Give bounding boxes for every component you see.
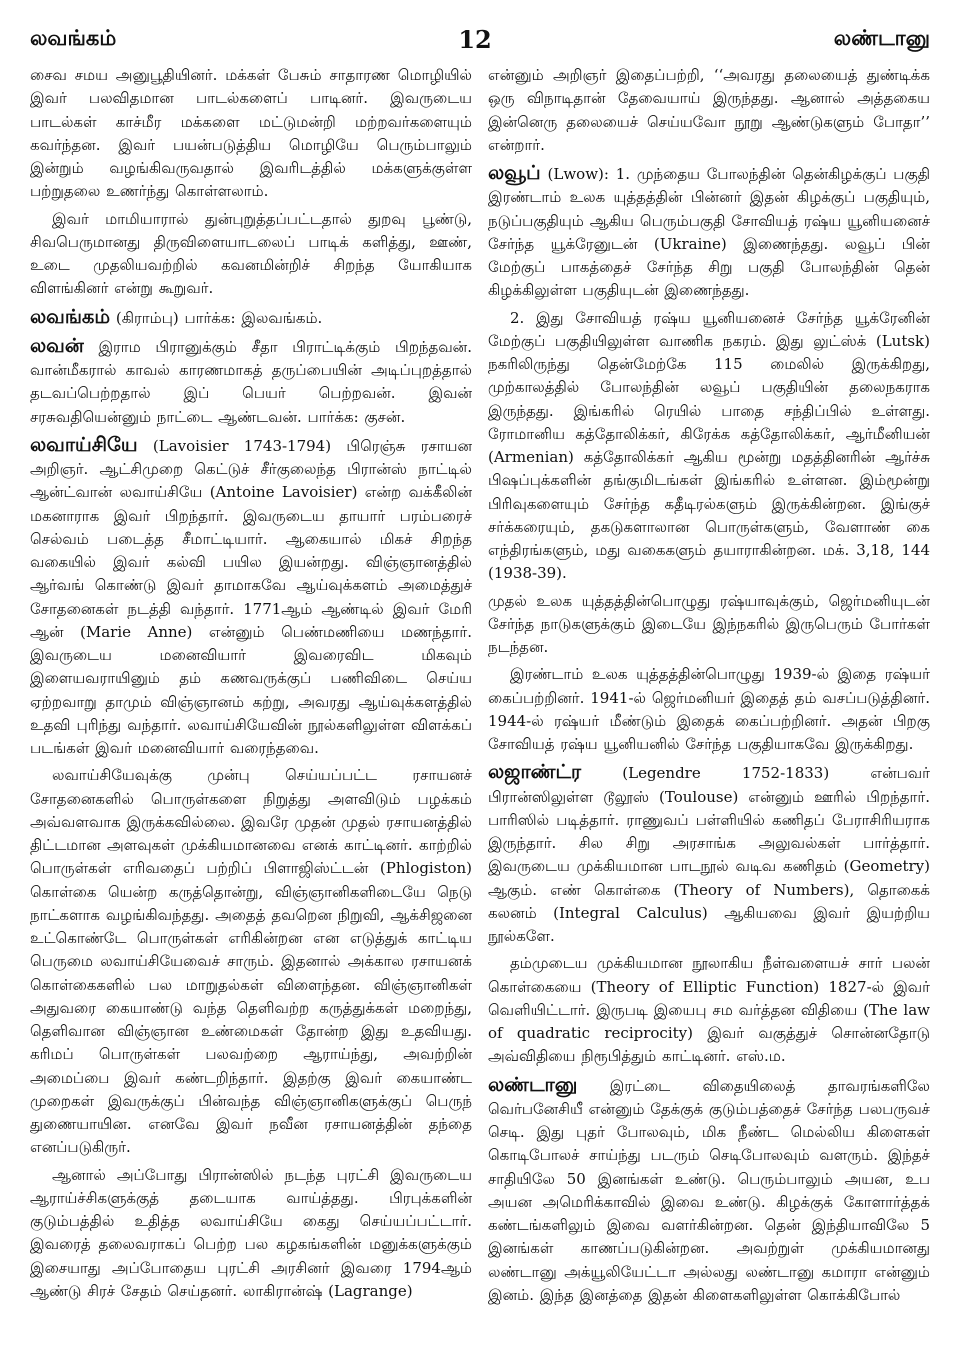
paragraph: தம்முடைய முக்கியமான நூலாகிய நீள்வளையச் சார் பலன் கொள்கையை (Theory of Elliptic Function) 1827-ல் இவர் வெளியிட்டார். இருபடி இயைபு சம வர்த்தன விதியை (The law of quadratic reciprocity) இவர் வகுத்துச் சொன்னதோடு அவ்விதியை நிரூபித்தும் காட்டினர். எஸ்.ம. xyxy=(488,954,930,1066)
entry-headword: லவன் xyxy=(30,333,84,357)
entry-text: இராம பிரானுக்கும் சீதா பிராட்டிக்கும் பிறந்தவன். வான்மீகரால் காவல் காரணமாகத் தருப்பையின் அடிப்புறத்தால் தடவப்பெற்றதால் இப் பெயர் பெற்றவன். இவன் சரசுவதியென்னும் நாட்டை ஆண்டவன். பார்க்க: குசன். xyxy=(30,337,472,426)
right-running-headword: லண்டானு xyxy=(833,25,930,50)
paragraph: ஆனால் அப்போது பிரான்ஸில் நடந்த புரட்சி இவருடைய ஆராய்ச்சிகளுக்குத் தடையாக வாய்த்தது. பிரபுக்களின் குடும்பத்தில் உதித்த லவாய்சியே கைது செய்யப்பட்டார். இவரைத் தலைவராகப் பெற்ற பல கழகங்களின் மனுக்களுக்கும் இசையாது அப்போதைய புரட்சி அரசினர் இவரை 1794ஆம் ஆண்டு சிரச் சேதம் செய்தனர். லாகிரான்ஷ் (Lagrange) xyxy=(30,1165,472,1300)
dictionary-entry xyxy=(30,305,472,330)
entry-text: (கிராம்பு) பார்க்க: இலவங்கம். xyxy=(115,308,323,327)
entry-text: (Lavoisier 1743-1794) பிரெஞ்சு ரசாயன அறிஞர். ஆட்சிமுறை கெட்டுச் சீர்குலைந்த பிரான்ஸ் நாட்டில் ஆன்ட்வான் லவாய்சியே (Antoine Lavoisier) என்ற வக்கீலின் மகனாராக இவர் பிறந்தார். இவருடைய தாயார் பரம்பரைச் செல்வம் படைத்த சீமாட்டியார். ஆகையால் மிகச் சிறந்த வகையில் இவர் கல்வி பயில இயன்றது. விஞ்ஞானத்தில் ஆர்வங் கொண்டு இவர் தாமாகவே ஆய்வுக்களம் அமைத்துச் சோதனைகள் நடத்தி வந்தார். 1771ஆம் ஆண்டில் இவர் மேரி ஆன் (Marie Anne) என்னும் பெண்மணியை மணந்தார். இவருடைய மனைவியார் இவரைவிட மிகவும் இளையவராயினும் தம் கணவருக்குப் பணிவிடை செய்ய ஏற்றவாறு தாமும் விஞ்ஞானம் கற்று, அவரது ஆய்வுக்களத்தில் உதவி புரிந்து வந்தார். லவாய்சியேவின் நூல்களிலுள்ள விளக்கப் படங்கள் இவர் மனைவியார் வரைந்தவை. xyxy=(30,436,472,757)
entry-headword: லவூப் xyxy=(488,161,541,184)
continued-paragraph: சைவ சமய அனுபூதியினர். மக்கள் பேசும் சாதாரண மொழியில் இவர் பலவிதமான பாடல்களைப் பாடினர். இவருடைய பாடல்கள் காச்மீர மக்களை மட்டுமன்றி மற்றவர்களையும் கவர்ந்தன. இவர் பயன்படுத்திய மொழியே பெரும்பாலும் இன்றும் வழங்கிவருவதால் இவரிடத்தில் மக்களுக்குள்ள பற்றுதலை உணர்ந்து கொள்ளலாம். xyxy=(30,66,472,201)
dictionary-entry xyxy=(488,760,930,948)
paragraph: லவாய்சியேவுக்கு முன்பு செய்யப்பட்ட ரசாயனச் சோதனைகளில் பொருள்களை நிறுத்து அளவிடும் பழக்கம் அவ்வளவாக இருக்கவில்லை. இவரே முதன் முதல் ரசாயனத்தில் திட்டமான அளவுகள் முக்கியமானவை எனக் காட்டினர். காற்றில் பொருள்கள் எரிவதைப் பற்றிப் பிளாஜிஸ்ட்டன் (Phlogiston) கொள்கை யென்ற கருத்தொன்று, விஞ்ஞானிகளிடையே நெடு நாட்களாக வழங்கிவந்தது. அதைத் தவறென நிறுவி, ஆக்சிஜனை உட்கொண்டே பொருள்கள் எரிகின்றன என எடுத்துக் காட்டிய பெருமை லவாய்சியேவைச் சாரும். இதனால் அக்கால ரசாயனக் கொள்கைகளில் பல மாறுதல்கள் விளைந்தன. விஞ்ஞானிகள் அதுவரை கையாண்டு வந்த தெளிவற்ற கருத்துக்கள் மறைந்து, தெளிவான விஞ்ஞான உண்மைகள் தோன்ற இது உதவியது. கரிமப் பொருள்கள் பலவற்றை ஆராய்ந்து, அவற்றின் அமைப்பை இவர் கண்டறிந்தார். இதற்கு இவர் கையாண்ட முறைகள் இவருக்குப் பின்வந்த விஞ்ஞானிகளுக்குப் பெருந் துணையாயின. எனவே இவர் நவீன ரசாயனத்தின் தந்தை எனப்படுகிருர். xyxy=(30,766,472,1157)
dictionary-entry xyxy=(30,334,472,429)
paragraph: இரண்டாம் உலக யுத்தத்தின்பொழுது 1939-ல் இதை ரஷ்யர் கைப்பற்றினர். 1941-ல் ஜெர்மனியர் இதைத் தம் வசப்படுத்தினர். 1944-ல் ரஷ்யர் மீண்டும் இதைக் கைப்பற்றினர். அதன் பிறகு சோவியத் ரஷ்ய யூனியனில் சேர்ந்த பகுதியாகவே இருக்கிறது. xyxy=(488,665,930,753)
continued-paragraph: என்னும் அறிஞர் இதைப்பற்றி, ‘‘அவரது தலையைத் துண்டிக்க ஒரு விநாடிதான் தேவையாய் இருந்தது. ஆனால் அத்தகைய இன்னெரு தலையைச் செய்யவோ நூறு ஆண்டுகளும் போதா’’ என்றார். xyxy=(488,66,930,154)
entry-headword: லவாய்சியே xyxy=(30,432,138,456)
page-number: 12 xyxy=(458,24,492,54)
entry-headword: லஜாண்ட்ர xyxy=(488,760,582,784)
text-columns xyxy=(30,64,930,1311)
paragraph: முதல் உலக யுத்தத்தின்பொழுது ரஷ்யாவுக்கும், ஜெர்மனியுடன் சேர்ந்த நாடுகளுக்கும் இடையே இந்நகரில் இருபெரும் போர்கள் நடந்தன. xyxy=(488,591,930,656)
page-header xyxy=(30,22,930,56)
right-column xyxy=(488,64,930,1311)
dictionary-entry xyxy=(488,1073,930,1308)
dictionary-entry xyxy=(488,161,930,303)
entry-text: இரட்டை விதையிலைத் தாவரங்களிலே வெர்பனேசியீ என்னும் தேக்குக் குடும்பத்தைச் சேர்ந்த பலபருவச் செடி. இது புதர் போலவும், மிக நீண்ட மெல்லிய கிளைகள் கொடிபோலச் சாய்ந்து படரும் செடிபோலவும் வளரும். இந்தச் சாதியிலே 50 இனங்கள் உண்டு. பெரும்பாலும் அயன, உப அயன அமெரிக்காவில் இவை உண்டு. கிழக்குக் கோளார்த்தக் கண்டங்களிலும் இவை வளர்கின்றன. தென் இந்தியாவிலே 5 இனங்கள் காணப்படுகின்றன. அவற்றுள் முக்கியமானது லண்டானு அக்யூலியேட்டா அல்லது லண்டானு கமாரா என்னும் இனம். இந்த இனத்தை இதன் கிளைகளிலுள்ள கொக்கிபோல் xyxy=(488,1076,930,1304)
dictionary-entry xyxy=(30,433,472,761)
paragraph: 2. இது சோவியத் ரஷ்ய யூனியனைச் சேர்ந்த யூக்ரேனின் மேற்குப் பகுதியிலுள்ள வாணிக நகரம். இது லுட்ஸ்க் (Lutsk) நகரிலிருந்து தென்மேற்கே 115 மைலில் இருக்கிறது, முற்காலத்தில் போலந்தின் லவூப் பகுதியின் தலைநகராக இருந்தது. இங்கரில் ரெயில் பாதை சந்திப்பில் உள்ளது. ரோமானிய கத்தோலிக்கர், கிரேக்க கத்தோலிக்கர், ஆர்மீனியன் (Armenian) கத்தோலிக்கர் ஆகிய மூன்று மதத்தினரின் ஆர்ச்சு பிஷப்புக்களின் தங்குமிடங்கள் இங்கரில் உள்ளன. இம்மூன்று பிரிவுகளையும் சேர்ந்த கதீடிரல்களும் இருக்கின்றன. இங்குச் சர்க்கரையும், தகடுகளாலான பொருள்களும், வேளாண் கை எந்திரங்களும், மது வகைகளும் தயாராகின்றன. மக். 3,18, 144 (1938-39). xyxy=(488,308,930,583)
left-running-headword: லவங்கம் xyxy=(30,25,117,50)
entry-text: (Legendre 1752-1833) என்பவர் பிரான்ஸிலுள்ள டூலூஸ் (Toulouse) என்னும் ஊரில் பிறந்தார். பாரிஸில் படித்தார். ராணுவப் பள்ளியில் கணிதப் பேராசிரியராக இருந்தார். சில சிறு அரசாங்க அலுவல்கள் பார்த்தார். இவருடைய முக்கியமான பாடநூல் வடிவ கணிதம் (Geometry) ஆகும். எண் கொள்கை (Theory of Numbers), தொகைக் கலனம் (Integral Calculus) ஆகியவை இவர் இயற்றிய நூல்களே. xyxy=(488,764,930,945)
entry-headword: லவங்கம் xyxy=(30,304,111,328)
entry-text: (Lwow): 1. முந்தைய போலந்தின் தென்கிழக்குப் பகுதி இரண்டாம் உலக யுத்தத்தின் பின்னர் இதன் கிழக்குப் பகுதியும், நடுப்பகுதியும் ஆகிய பெரும்பகுதி சோவியத் ரஷ்ய யூனியனைச் சேர்ந்த யூக்ரேனுடன் (Ukraine) இணைந்தது. லவூப் பின் மேற்குப் பாகத்தைச் சேர்ந்த சிறு பகுதி போலந்தின் தென் கிழக்கிலுள்ள பகுதியுடன் இணைந்தது. xyxy=(488,165,930,300)
entry-headword: லண்டானு xyxy=(488,1072,578,1096)
paragraph: இவர் மாமியாரால் துன்புறுத்தப்பட்டதால் துறவு பூண்டு, சிவபெருமானது திருவிளையாடலைப் பாடிக் களித்து, ஊண், உடை முதலியவற்றில் கவனமின்றிச் சிறந்த யோகியாக விளங்கினர் என்று கூறுவர். xyxy=(30,209,472,298)
left-column xyxy=(30,64,472,1311)
